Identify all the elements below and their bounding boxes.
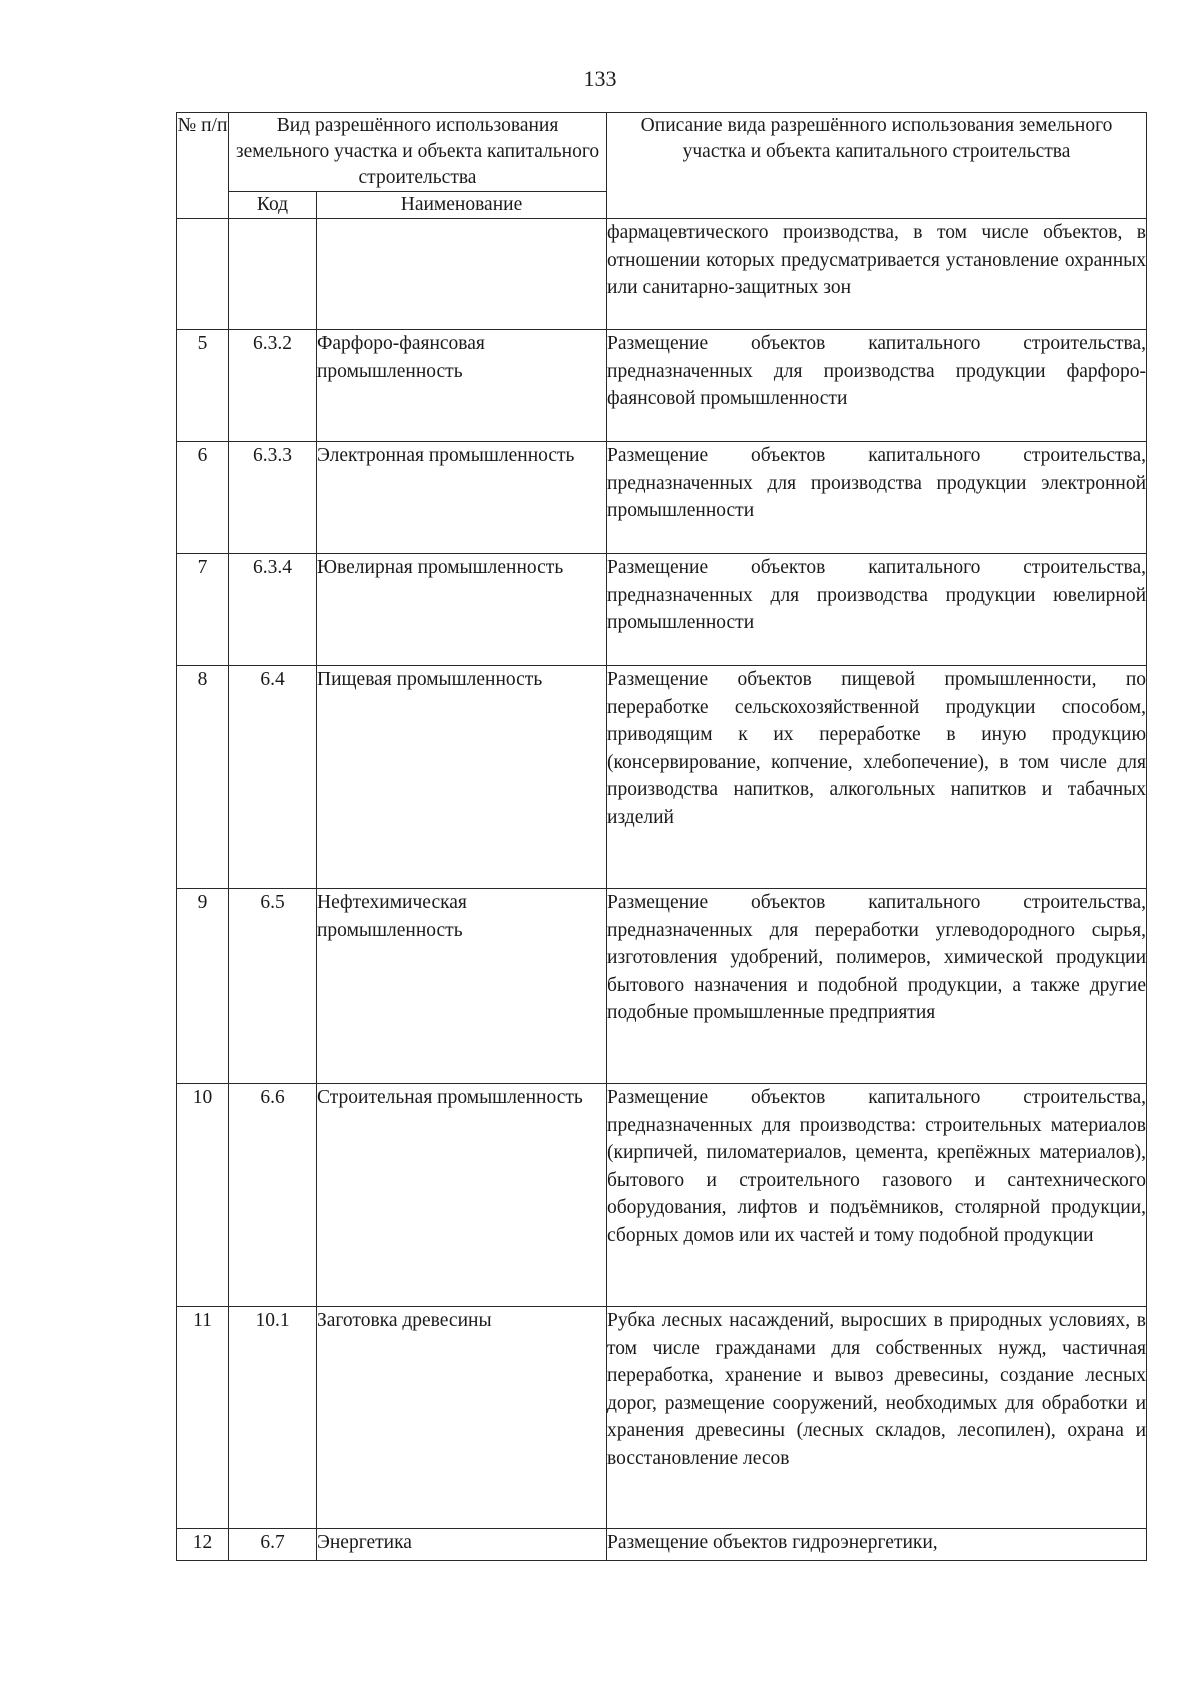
row-description: Размещение объектов пищевой промышленности, по переработке сельскохозяйственной продукции способом, приводящим к их переработке в иную продукцию (консервирование, копчение, хлебопечение), в том числе для производства напитков, алкогольных напитков и табачных изделий bbox=[607, 666, 1147, 889]
row-number: 8 bbox=[177, 666, 229, 889]
row-name: Ювелирная промышленность bbox=[317, 554, 607, 666]
header-description: Описание вида разрешённого использования земельного участка и объекта капитального строительства bbox=[607, 113, 1147, 219]
row-name: Пищевая промышленность bbox=[317, 666, 607, 889]
table-row bbox=[177, 330, 1147, 442]
row-name: Строительная промышленность bbox=[317, 1084, 607, 1307]
table-row bbox=[177, 442, 1147, 554]
page-number: 133 bbox=[583, 66, 617, 91]
row-number: 5 bbox=[177, 330, 229, 442]
table-row bbox=[177, 666, 1147, 889]
row-name: Энергетика bbox=[317, 1529, 607, 1561]
row-code: 6.6 bbox=[229, 1084, 317, 1307]
row-number: 6 bbox=[177, 442, 229, 554]
row-code: 6.7 bbox=[229, 1529, 317, 1561]
row-code: 6.5 bbox=[229, 889, 317, 1084]
row-code: 6.4 bbox=[229, 666, 317, 889]
row-name bbox=[317, 219, 607, 330]
row-number: 11 bbox=[177, 1307, 229, 1529]
row-code: 6.3.2 bbox=[229, 330, 317, 442]
table-row bbox=[177, 1307, 1147, 1529]
land-use-table bbox=[176, 112, 1147, 1561]
row-name: Фарфоро-фаянсовая промышленность bbox=[317, 330, 607, 442]
row-number: 7 bbox=[177, 554, 229, 666]
table-row bbox=[177, 889, 1147, 1084]
header-permitted-use: Вид разрешённого использования земельного участка и объекта капитального строительства bbox=[229, 113, 607, 192]
row-description: Размещение объектов капитального строительства, предназначенных для производства продукции ювелирной промышленности bbox=[607, 554, 1147, 666]
table-row bbox=[177, 554, 1147, 666]
header-number: № п/п bbox=[177, 113, 229, 219]
row-description: Размещение объектов капитального строительства, предназначенных для производства: строительных материалов (кирпичей, пиломатериалов, цемента, крепёжных материалов), бытового и строительного газового и сантехнического оборудования, лифтов и подъёмников, столярной продукции, сборных домов или их частей и тому подобной продукции bbox=[607, 1084, 1147, 1307]
row-description: Размещение объектов капитального строительства, предназначенных для производства продукции фарфоро-фаянсовой промышленности bbox=[607, 330, 1147, 442]
row-description: Размещение объектов капитального строительства, предназначенных для производства продукции электронной промышленности bbox=[607, 442, 1147, 554]
row-number bbox=[177, 219, 229, 330]
row-description: Рубка лесных насаждений, выросших в природных условиях, в том числе гражданами для собственных нужд, частичная переработка, хранение и вывоз древесины, создание лесных дорог, размещение сооружений, необходимых для обработки и хранения древесины (лесных складов, лесопилен), охрана и восстановление лесов bbox=[607, 1307, 1147, 1529]
table-row bbox=[177, 219, 1147, 330]
table-row bbox=[177, 1529, 1147, 1561]
row-code: 6.3.4 bbox=[229, 554, 317, 666]
row-number: 9 bbox=[177, 889, 229, 1084]
row-name: Заготовка древесины bbox=[317, 1307, 607, 1529]
row-number: 12 bbox=[177, 1529, 229, 1561]
row-code: 6.3.3 bbox=[229, 442, 317, 554]
row-code: 10.1 bbox=[229, 1307, 317, 1529]
row-description: Размещение объектов капитального строительства, предназначенных для переработки углеводородного сырья, изготовления удобрений, полимеров, химической продукции бытового назначения и подобной продукции, а также другие подобные промышленные предприятия bbox=[607, 889, 1147, 1084]
row-number: 10 bbox=[177, 1084, 229, 1307]
row-description: фармацевтического производства, в том числе объектов, в отношении которых предусматривается установление охранных или санитарно-защитных зон bbox=[607, 219, 1147, 330]
row-name: Нефтехимическая промышленность bbox=[317, 889, 607, 1084]
header-name: Наименование bbox=[317, 192, 607, 219]
header-code: Код bbox=[229, 192, 317, 219]
table-row bbox=[177, 1084, 1147, 1307]
row-description: Размещение объектов гидроэнергетики, bbox=[607, 1529, 1147, 1561]
row-name: Электронная промышленность bbox=[317, 442, 607, 554]
row-code bbox=[229, 219, 317, 330]
